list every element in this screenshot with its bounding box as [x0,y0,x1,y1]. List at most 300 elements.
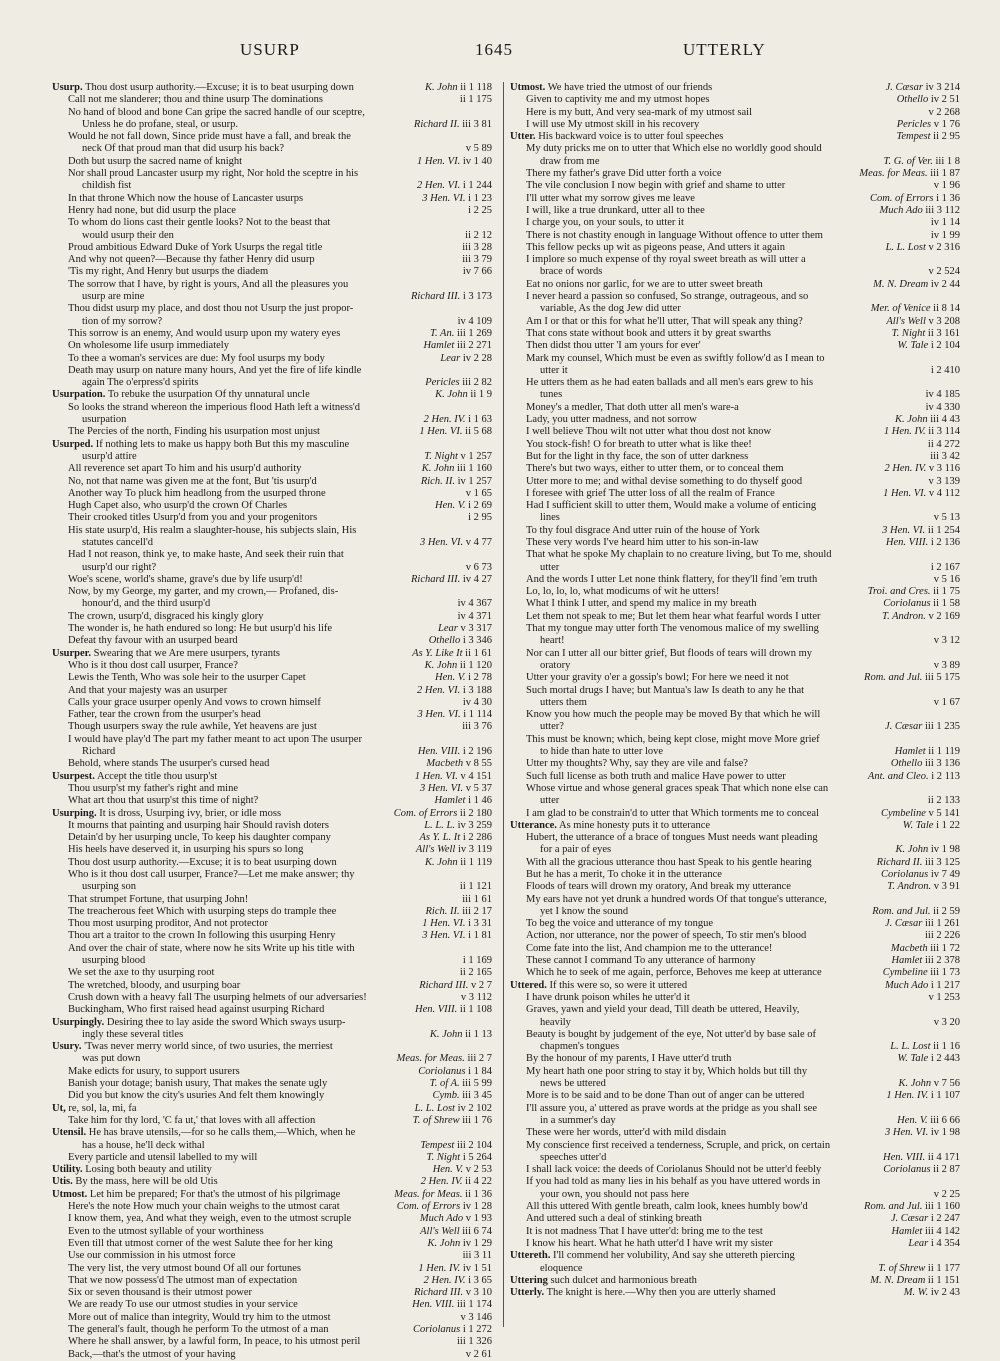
quotation-text: The wonder is, he hath endured so long: He but usurp'd his life [68,623,333,635]
citation [854,279,960,291]
quotation-text: Proud ambitious Edward Duke of York Usurps the regal title [68,241,323,253]
entry-line [52,402,492,414]
concordance-entry [52,353,492,365]
entry-line [510,451,960,463]
concordance-entry [510,574,960,586]
concordance-entry [52,1238,492,1250]
act-scene-line: i 1 217 [930,979,960,991]
entry-line [510,1213,960,1225]
act-scene-line: i 3 173 [462,291,492,303]
citation [386,623,492,635]
citation [854,1263,960,1275]
quotation-continuation: utters them [540,696,587,708]
entry-line [510,230,960,242]
entry-line [510,316,960,328]
citation [854,795,960,807]
headword: Utterance. [510,819,557,831]
citation [386,721,492,733]
citation [386,1238,492,1250]
play-abbreviation: Lear [908,1237,929,1249]
citation [854,1164,960,1176]
citation [854,426,960,438]
entry-line [52,648,492,660]
citation [854,598,960,610]
act-scene-line: iv 7 66 [462,266,492,278]
entry-line [510,143,960,155]
act-scene-line: ii 1 177 [927,1262,960,1274]
act-scene-line: iii 1 326 [456,1336,492,1348]
entry-continuation [52,143,492,155]
play-abbreviation: K. John [424,659,458,671]
act-scene-line: iii 1 261 [924,918,960,930]
play-abbreviation: Rom. and Jul. [872,905,931,917]
entry-line [52,82,492,94]
concordance-entry [510,217,960,229]
citation [386,512,492,524]
quotation-text: That we now possess'd The utmost man of expectation [68,1274,298,1286]
entry-line [510,193,960,205]
act-scene-line: v 5 37 [465,782,492,794]
concordance-entry [52,1004,492,1016]
concordance-entry [52,1299,492,1311]
quotation-text: Thou art a traitor to the crown In following this usurping Henry [68,930,336,942]
entry-line [510,1250,960,1262]
entry-continuation [510,721,960,733]
act-scene-line: ii 1 119 [928,746,960,758]
act-scene-line: v 4 151 [460,770,492,782]
play-abbreviation: 1 Hen. VI. [414,770,458,782]
act-scene-line: v 5 13 [933,512,960,524]
citation [386,316,492,328]
entry-line [52,1164,492,1176]
entry-line [52,476,492,488]
headword: Utterly. [510,1287,545,1299]
quotation-text: The very list, the very utmost bound Of all our fortunes [68,1262,301,1274]
running-head-right: UTTERLY [683,40,766,59]
act-scene-line: v 1 76 [933,118,960,130]
concordance-entry [510,291,960,316]
concordance-entry [510,377,960,402]
entry-line [510,808,960,820]
concordance-entry [52,168,492,193]
concordance-entry [52,1349,492,1361]
quotation-text: Though usurpers sway the rule awhile, Yet heavens are just [68,721,317,733]
citation [854,1226,960,1238]
quotation-text: Back,—that's the utmost of your having [68,1348,236,1360]
entry-line [510,328,960,340]
entry-continuation [510,635,960,647]
act-scene-line: i 3 346 [462,635,492,647]
citation [386,426,492,438]
citation [854,1115,960,1127]
citation [386,820,492,832]
quotation-text: I will use My utmost skill in his recovery [526,118,700,130]
quotation-text: To rebuke the usurpation Of thy unnatural uncle [107,389,310,401]
quotation-text: I know his heart. What he hath utter'd I have writ my sister [526,1237,773,1249]
play-abbreviation: 3 Hen. VI. [882,524,926,536]
act-scene-line: ii 2 59 [933,905,960,917]
entry-continuation [510,795,960,807]
play-abbreviation: 3 Hen. VI. [419,782,464,794]
act-scene-line: v 1 253 [928,991,960,1003]
page-header [0,40,1000,70]
act-scene-line: iv 3 119 [457,844,492,856]
quotation-text: The wretched, bloody, and usurping boar [68,979,241,991]
citation [386,143,492,155]
entry-continuation [510,512,960,524]
headword: Usury. [52,1041,82,1053]
entry-line [510,119,960,131]
citation [854,943,960,955]
headword: Utensil. [52,1127,87,1139]
citation [386,1152,492,1164]
entry-line [52,131,492,143]
concordance-entry [52,439,492,464]
entry-line [510,439,960,451]
act-scene-line: v 5 141 [928,807,960,819]
quotation-text: I would have play'd The part my father meant to act upon The usurper [68,733,362,745]
citation [386,758,492,770]
quotation-text: What art thou that usurp'st this time of night? [68,795,259,807]
concordance-entry [52,426,492,438]
entry-line [510,1090,960,1102]
entry-line [510,758,960,770]
quotation-text: If you had told as many lies in his behalf as you have uttered words in [526,1176,821,1188]
play-abbreviation: 1 Hen. VI. [422,918,466,930]
play-abbreviation: T. of A. [429,1078,460,1090]
play-abbreviation: J. Cæsar [890,1213,929,1225]
entry-line [52,980,492,992]
play-abbreviation: Richard III. [411,291,461,303]
entry-line [510,881,960,893]
act-scene-line: v 3 91 [933,881,960,893]
entry-line [510,1140,960,1152]
concordance-entry [510,623,960,648]
citation [854,463,960,475]
quotation-text: Here's the note How much your chain weighs to the utmost carat [68,1201,340,1213]
concordance-entry [510,1103,960,1128]
quotation-text: Am I or that or this for what he'll utter, That will speak any thing? [526,315,803,327]
concordance-entry [52,857,492,869]
citation [854,906,960,918]
quotation-text: such dulcet and harmonious breath [550,1274,697,1286]
citation [854,1238,960,1250]
act-scene-line: iii 2 226 [924,930,960,942]
quotation-continuation: oratory [540,659,571,671]
quotation-text: Action, nor utterance, nor the power of speech, To stir men's blood [526,930,807,942]
quotation-text: These very words I've heard him utter to his son-in-law [526,536,759,548]
concordance-entry [510,857,960,869]
concordance-entry [52,820,492,832]
quotation-text: I foresee with grief The utter loss of all the realm of France [526,487,775,499]
citation [386,857,492,869]
quotation-text: Lo, lo, lo, lo, what modicums of wit he utters! [526,586,720,598]
quotation-text: Know you how much the people may be moved By that which he will [526,709,821,721]
citation [854,1017,960,1029]
quotation-text: I'll utter what my sorrow gives me leave [526,192,695,204]
act-scene-line: ii 2 12 [465,229,492,241]
play-abbreviation: Pericles [425,377,460,389]
citation [854,967,960,979]
entry-continuation [52,451,492,463]
act-scene-line: i 2 196 [462,746,492,758]
act-scene-line: ii 3 161 [927,327,960,339]
play-abbreviation: Hen. V. [435,672,466,684]
citation [854,672,960,684]
citation [386,906,492,918]
act-scene-line: iii 3 11 [462,1250,492,1262]
quotation-text: Even to the utmost syllable of your worthiness [68,1225,264,1237]
quotation-continuation: chapmen's tongues [540,1041,620,1053]
entry-line [52,808,492,820]
act-scene-line: iii 6 66 [930,1114,960,1126]
concordance-entry [52,832,492,844]
concordance-entry [52,795,492,807]
entry-line [52,1103,492,1115]
entry-line [510,107,960,119]
play-abbreviation: Hamlet [891,955,923,967]
entry-line [52,869,492,881]
play-abbreviation: 2 Hen. VI. [417,684,461,696]
play-abbreviation: Meas. for Meas. [394,1188,463,1200]
quotation-text: What I think I utter, and spend my malice in my breath [526,598,757,610]
act-scene-line: ii 2 133 [927,795,960,807]
entry-continuation [510,1017,960,1029]
citation [386,1299,492,1311]
entry-line [52,943,492,955]
citation [854,844,960,856]
concordance-entry [510,451,960,463]
entry-line [510,955,960,967]
act-scene-line: i 3 31 [468,918,492,930]
act-scene-line: iii 1 174 [456,1299,492,1311]
act-scene-line: ii 1 119 [460,856,492,868]
play-abbreviation: 2 Hen. VI. [417,180,461,192]
citation [386,1004,492,1016]
quotation-text: Henry had none, but did usurp the place [68,204,236,216]
act-scene-line: iii 2 82 [462,377,492,389]
quotation-text: Let him be prepared; For that's the utmost of his pilgrimage [89,1188,341,1200]
play-abbreviation: 1 Hen. IV. [418,1262,461,1274]
entry-line [52,697,492,709]
quotation-text: Floods of tears will drown my oratory, And break my utterance [526,881,791,893]
quotation-text: The general's fault, though he perform To the utmost of a man [68,1323,329,1335]
entry-line [510,82,960,94]
quotation-text: This must be known; which, being kept close, might move More grief [526,733,820,745]
quotation-text: Money's a medler, That doth utter all men's ware-a [526,401,739,413]
quotation-text: Use our commission in his utmost force [68,1250,236,1262]
quotation-text: Given to captivity me and my utmost hopes [526,94,710,106]
entry-continuation [52,180,492,192]
act-scene-line: v 8 55 [465,758,492,770]
quotation-continuation: heavily [540,1016,571,1028]
play-abbreviation: J. Cæsar [885,721,923,733]
entry-continuation [52,955,492,967]
quotation-text: His state usurp'd, His realm a slaughter-house, his subjects slain, His [68,524,357,536]
quotation-text: On wholesome life usurp immediately [68,340,229,352]
act-scene-line: v 1 257 [460,450,492,462]
concordance-entry [510,586,960,598]
act-scene-line: iv 4 367 [457,598,492,610]
entry-line [52,549,492,561]
act-scene-line: iv 4 27 [462,573,492,585]
quotation-text: This fellow pecks up wit as pigeons pease, And utters it again [526,241,785,253]
entry-line [52,217,492,229]
entry-line [52,365,492,377]
quotation-text: I'll assure you, a' uttered as prave words at the pridge as you shall see [526,1102,817,1114]
entry-line [52,279,492,291]
play-abbreviation: K. John [895,844,929,856]
citation [386,291,492,303]
concordance-entry [52,623,492,635]
concordance-entry [52,512,492,524]
citation [854,758,960,770]
concordance-entry [510,168,960,180]
act-scene-line: i 2 247 [930,1213,960,1225]
act-scene-line: v 2 53 [465,1164,492,1176]
play-abbreviation: T. of Shrew [412,1114,460,1126]
entry-continuation [510,844,960,856]
act-scene-line: iii 1 72 [930,942,960,954]
concordance-entry [510,881,960,893]
entry-line [52,266,492,278]
concordance-entry [52,1324,492,1336]
quotation-text: I'll commend her volubility, And say she uttereth piercing [552,1250,795,1262]
play-abbreviation: 1 Hen. VI. [417,155,461,167]
concordance-entry [510,869,960,881]
citation [854,266,960,278]
act-scene-line: iii 3 45 [462,1090,492,1102]
act-scene-line: iv 2 28 [462,352,492,364]
quotation-text: As mine honesty puts it to utterance [558,819,711,831]
concordance-entry [510,107,960,119]
play-abbreviation: L. L. L. [424,819,455,831]
quotation-text: That my tongue may utter forth The venomous malice of my swelling [526,623,819,635]
play-abbreviation: W. Tale [897,340,929,352]
concordance-entry [52,1115,492,1127]
quotation-text: His heels have deserved it, in usurping his spurs so long [68,844,304,856]
play-abbreviation: L. L. Lost [414,1102,455,1114]
concordance-entry [52,1275,492,1287]
quotation-continuation: draw from me [540,155,600,167]
citation [386,894,492,906]
concordance-entry [52,254,492,266]
citation [386,414,492,426]
quotation-text: Crush down with a heavy fall The usurping helmets of our adversaries! [68,991,367,1003]
quotation-text: Defeat thy favour with an usurped beard [68,635,238,647]
quotation-text: And over the chair of state, where now he sits Write up his title with [68,942,355,954]
quotation-text: You stock-fish! O for breath to utter what is like thee! [526,438,752,450]
entry-line [52,1263,492,1275]
play-abbreviation: K. John [421,463,455,475]
play-abbreviation: Ant. and Cleo. [867,770,929,782]
entry-line [52,353,492,365]
concordance-entry [510,94,960,106]
quotation-text: Take him for thy lord, 'C fa ut,' that loves with all affection [68,1114,316,1126]
quotation-text: 'Tis my right, And Henry but usurps the diadem [68,266,269,278]
entry-line [510,771,960,783]
act-scene-line: v 5 16 [933,573,960,585]
citation [386,230,492,242]
act-scene-line: i 2 410 [930,364,960,376]
play-abbreviation: Richard III. [419,979,469,991]
play-abbreviation: K. John [425,856,458,868]
citation [854,869,960,881]
quotation-text: I charge you, on your souls, to utter it [526,217,684,229]
act-scene-line: i 1 114 [463,709,492,721]
concordance-entry [52,660,492,672]
concordance-entry [510,1201,960,1213]
quotation-text: Call not me slanderer; thou and thine usurp The dominations [68,94,323,106]
concordance-entry [52,1250,492,1262]
act-scene-line: ii 4 22 [465,1176,492,1188]
play-abbreviation: Hen. V. [897,1114,928,1126]
play-abbreviation: M. N. Dream [873,278,929,290]
entry-line [52,894,492,906]
quotation-text: Now, by my George, my garter, and my crown,— Profaned, dis- [68,586,339,598]
quotation-text: It mourns that painting and usurping hair Should ravish doters [68,819,330,831]
act-scene-line: iv 1 40 [462,155,492,167]
quotation-text: The treacherous feet Which with usurping steps do trample thee [68,905,337,917]
act-scene-line: iii 4 43 [930,414,960,426]
concordance-entry [52,94,492,106]
citation [386,193,492,205]
entry-line [52,1189,492,1201]
quotation-text: Nor can I utter all our bitter grief, But floods of tears will drown my [526,647,813,659]
citation [386,598,492,610]
act-scene-line: v 1 93 [465,1213,492,1225]
quotation-text: Every particle and utensil labelled to my will [68,1151,258,1163]
citation [854,94,960,106]
concordance-entry [510,476,960,488]
quotation-text: In that throne Which now the house of Lancaster usurps [68,192,304,204]
concordance-entry [52,611,492,623]
play-abbreviation: Coriolanus [883,598,931,610]
quotation-text: re, sol, la, mi, fa [68,1102,137,1114]
entry-line [510,918,960,930]
citation [854,1078,960,1090]
concordance-entry [510,1004,960,1029]
act-scene-line: ii 3 114 [928,426,960,438]
act-scene-line: iii 2 271 [456,340,492,352]
act-scene-line: iii 3 28 [462,241,492,253]
entry-line [52,500,492,512]
play-abbreviation: Pericles [896,118,932,130]
concordance-entry [52,1164,492,1176]
play-abbreviation: Lear [438,623,458,635]
left-column [52,82,492,1360]
concordance-entry [510,1238,960,1250]
concordance-entry [510,1140,960,1165]
entry-line [510,131,960,143]
quotation-continuation: neck Of that proud man that did usurp his back? [82,143,285,155]
citation [386,1287,492,1299]
play-abbreviation: T. Night [891,327,926,339]
play-abbreviation: T. An. [429,327,455,339]
quotation-continuation: ingly these several titles [82,1028,184,1040]
quotation-text: Lady, you utter madness, and not sorrow [526,414,697,426]
concordance-entry [510,402,960,414]
quotation-text: Accept the title thou usurp'st [96,770,218,782]
quotation-continuation: yet I know the sound [540,905,629,917]
entry-line [52,94,492,106]
entry-continuation [510,365,960,377]
concordance-entry [510,1066,960,1091]
entry-line [52,1090,492,1102]
entry-line [52,328,492,340]
entry-line [52,1004,492,1016]
quotation-text: More is to be said and to be done Than out of anger can be uttered [526,1090,805,1102]
